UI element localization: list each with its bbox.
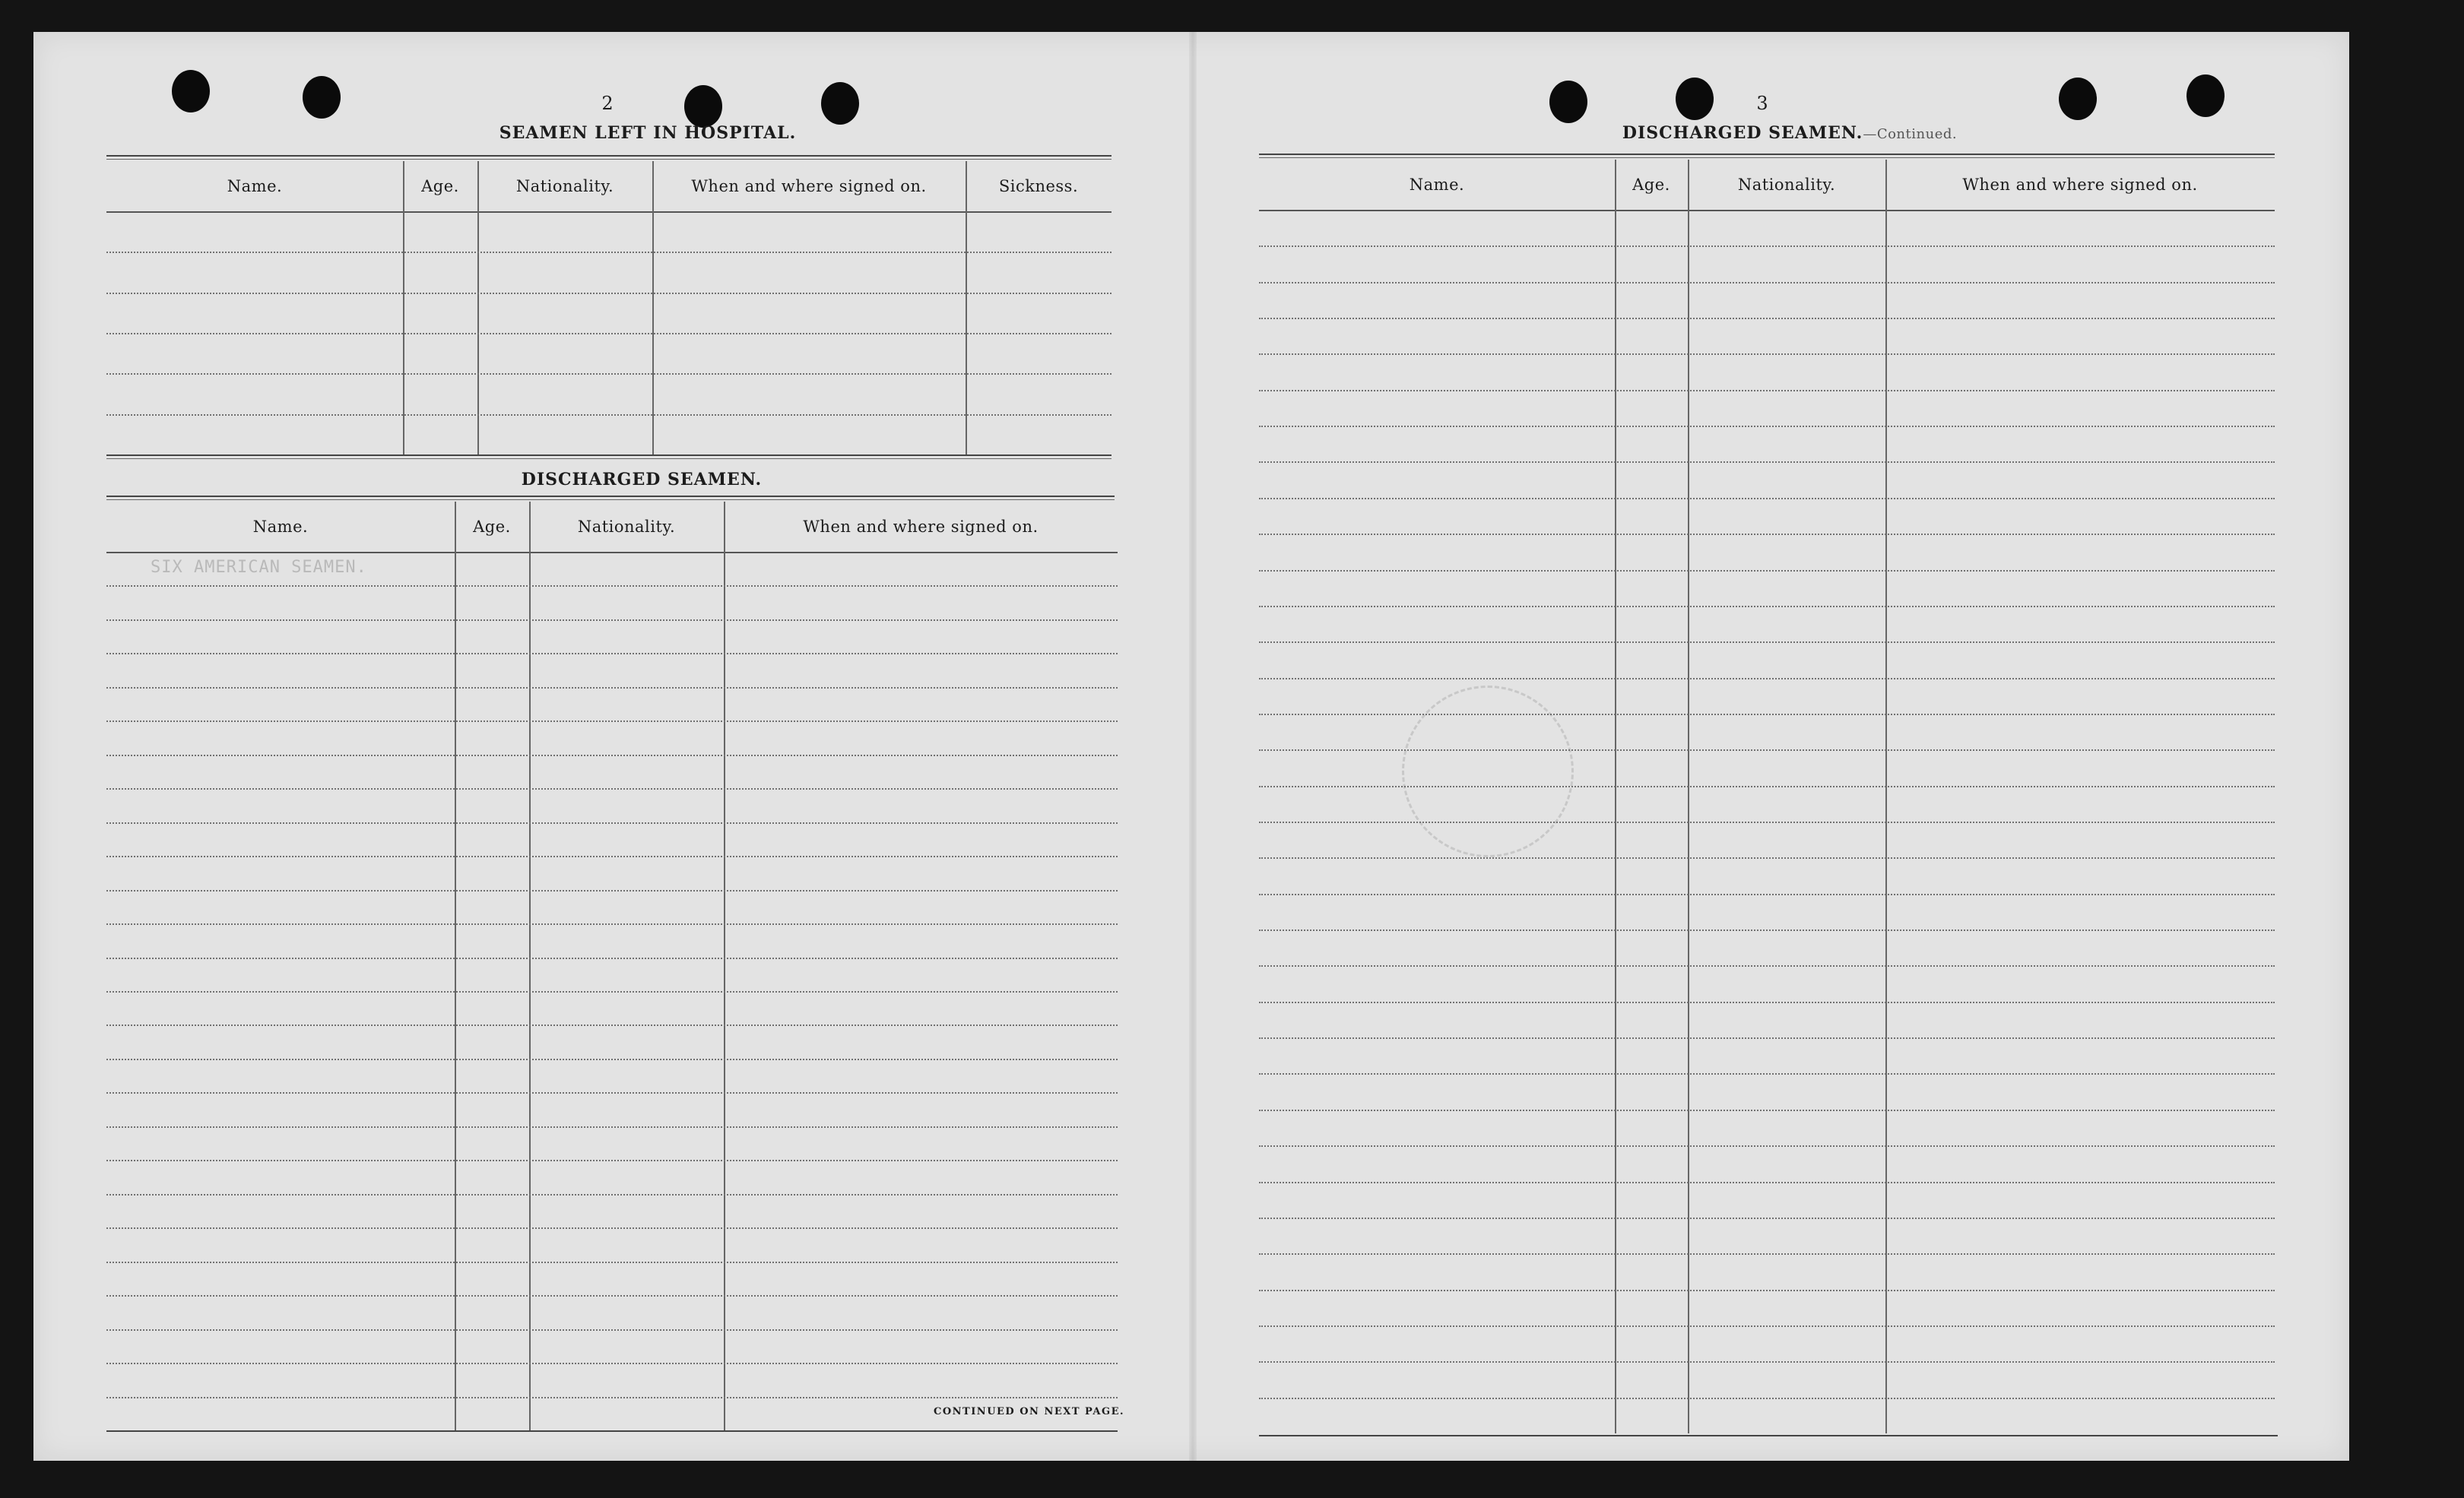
ruled-line xyxy=(106,1059,1118,1060)
col-header-name: Name. xyxy=(252,518,309,536)
ruled-line xyxy=(1259,1253,2275,1255)
ruled-line xyxy=(1259,461,2275,463)
col-header-age: Age. xyxy=(1632,176,1670,194)
hospital-top-rule xyxy=(106,155,1111,160)
punch-hole xyxy=(821,82,859,125)
col-header-age: Age. xyxy=(421,177,459,195)
ruled-line xyxy=(106,414,1111,416)
ruled-line xyxy=(106,1227,1118,1229)
col-header-sickness: Sickness. xyxy=(998,177,1079,195)
ruled-line xyxy=(1259,1110,2275,1111)
discharged-table-rule xyxy=(106,496,1115,500)
ruled-line xyxy=(1259,318,2275,319)
typed-entry: SIX AMERICAN SEAMEN. xyxy=(151,558,367,577)
ruled-line xyxy=(106,720,1118,722)
ruled-line xyxy=(1259,570,2275,572)
ruled-line xyxy=(106,755,1118,756)
ruled-line xyxy=(106,1295,1118,1297)
discharged-table-left xyxy=(106,502,1118,1430)
discharged-top-rule xyxy=(106,454,1111,459)
ruled-line xyxy=(1259,822,2275,823)
left-bottom-rule xyxy=(106,1430,1118,1432)
ruled-line xyxy=(1259,1145,2275,1147)
ruled-line xyxy=(1259,786,2275,787)
ruled-line xyxy=(1259,1218,2275,1219)
ruled-line xyxy=(106,619,1118,621)
ruled-line xyxy=(1259,678,2275,679)
ruled-line xyxy=(106,1262,1118,1263)
ruled-line xyxy=(106,1092,1118,1094)
col-header-nationality: Nationality. xyxy=(515,177,614,195)
page-gutter xyxy=(1189,32,1197,1461)
ruled-line xyxy=(1259,1398,2275,1399)
ruled-line xyxy=(1259,1182,2275,1183)
punch-hole xyxy=(172,70,210,112)
ruled-line xyxy=(1259,1037,2275,1039)
page-number-right: 3 xyxy=(1756,93,1768,114)
ruled-line xyxy=(106,1126,1118,1128)
ruled-line xyxy=(1259,534,2275,535)
col-header-signed-on: When and where signed on. xyxy=(803,518,1039,536)
ruled-line xyxy=(1259,857,2275,859)
page-number-left: 2 xyxy=(601,93,614,114)
ruled-line xyxy=(106,1194,1118,1196)
ruled-line xyxy=(1259,749,2275,751)
discharged-row-lines-left xyxy=(106,552,1118,1430)
ruled-line xyxy=(106,1329,1118,1331)
ruled-line xyxy=(106,923,1118,925)
ruled-line xyxy=(106,1160,1118,1161)
punch-hole xyxy=(2187,74,2225,117)
ruled-line xyxy=(1259,390,2275,391)
hospital-table-header xyxy=(106,161,1111,213)
ruled-line xyxy=(106,585,1118,587)
ruled-line xyxy=(1259,894,2275,895)
ruled-line xyxy=(1259,498,2275,499)
ruled-line xyxy=(106,856,1118,857)
ruled-line xyxy=(106,373,1111,375)
punch-hole xyxy=(684,85,722,128)
discharged-table-right xyxy=(1259,160,2275,1433)
col-header-nationality: Nationality. xyxy=(1737,176,1836,194)
ruled-line xyxy=(106,1025,1118,1026)
hospital-section-title: SEAMEN LEFT IN HOSPITAL. xyxy=(499,123,797,143)
col-header-signed-on: When and where signed on. xyxy=(691,177,927,195)
ruled-line xyxy=(1259,353,2275,355)
ruled-line xyxy=(106,958,1118,959)
continued-footer: CONTINUED ON NEXT PAGE. xyxy=(934,1406,1124,1417)
ruled-line xyxy=(106,991,1118,993)
col-header-signed-on: When and where signed on. xyxy=(1962,176,2198,194)
ruled-line xyxy=(1259,641,2275,643)
ruled-line xyxy=(1259,1002,2275,1003)
col-header-name: Name. xyxy=(1409,176,1465,194)
ruled-line xyxy=(1259,930,2275,931)
ruled-line xyxy=(106,687,1118,689)
punch-hole xyxy=(2059,78,2097,120)
ruled-line xyxy=(106,1397,1118,1398)
ruled-line xyxy=(1259,714,2275,715)
discharged-continued-label: DISCHARGED SEAMEN. xyxy=(1622,123,1863,143)
col-header-nationality: Nationality. xyxy=(577,518,676,536)
hospital-table xyxy=(106,161,1111,454)
ruled-line xyxy=(106,788,1118,790)
ruled-line xyxy=(1259,1361,2275,1363)
ruled-line xyxy=(1259,606,2275,607)
right-bottom-rule xyxy=(1259,1435,2278,1436)
hospital-row-lines xyxy=(106,211,1111,454)
right-top-rule xyxy=(1259,154,2275,158)
discharged-section-title: DISCHARGED SEAMEN. xyxy=(521,470,763,489)
ruled-line xyxy=(106,252,1111,253)
document-sheet xyxy=(33,32,2349,1461)
ruled-line xyxy=(1259,282,2275,283)
ruled-line xyxy=(1259,1290,2275,1291)
ruled-line xyxy=(1259,1325,2275,1327)
discharged-row-lines-right xyxy=(1259,210,2275,1433)
col-header-age: Age. xyxy=(473,518,511,536)
ruled-line xyxy=(1259,426,2275,427)
ruled-line xyxy=(1259,965,2275,967)
col-header-name: Name. xyxy=(227,177,283,195)
ruled-line xyxy=(106,890,1118,892)
discharged-table-header-right xyxy=(1259,160,2275,211)
ruled-line xyxy=(106,1363,1118,1364)
continued-suffix: —Continued. xyxy=(1863,126,1958,142)
punch-hole xyxy=(1676,78,1714,120)
ruled-line xyxy=(1259,245,2275,247)
ruled-line xyxy=(1259,1073,2275,1075)
ruled-line xyxy=(106,333,1111,334)
punch-hole xyxy=(1549,81,1587,123)
discharged-table-header xyxy=(106,502,1118,553)
ruled-line xyxy=(106,822,1118,824)
ruled-line xyxy=(106,653,1118,654)
punch-hole xyxy=(303,76,341,119)
discharged-continued-title xyxy=(1524,123,2056,143)
ruled-line xyxy=(106,293,1111,294)
